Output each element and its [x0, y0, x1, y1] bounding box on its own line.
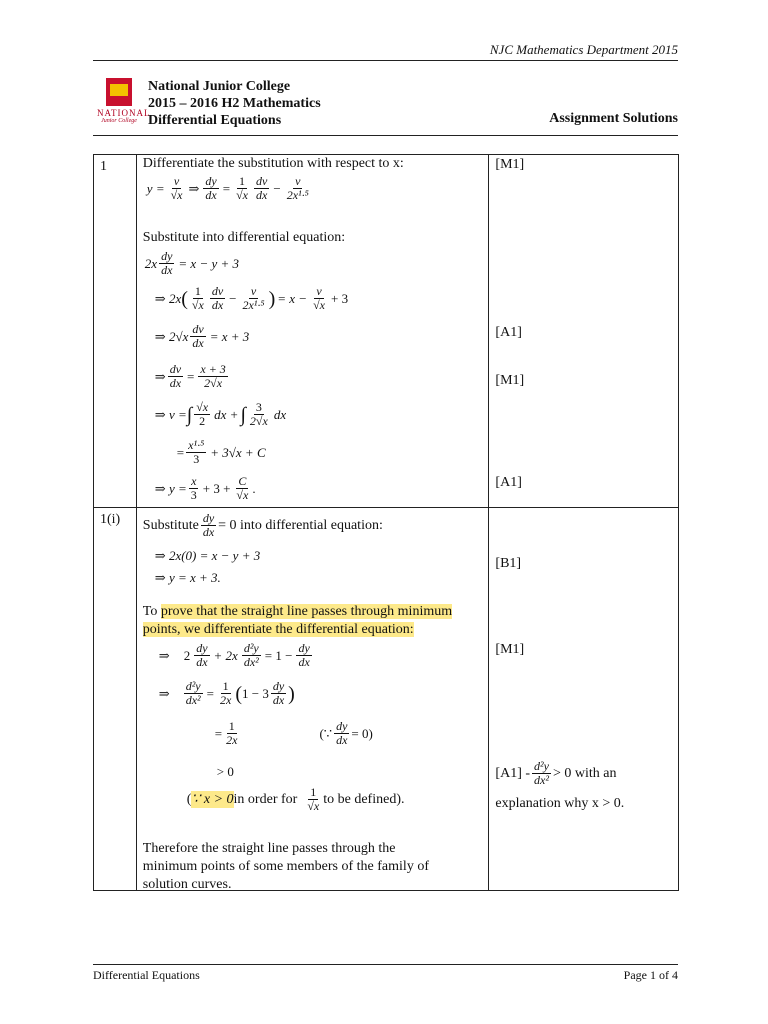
equation-step-3: ⇒ $\frac{dv}{dx}$ = $\frac{x + 3}{2√x}$	[154, 362, 226, 390]
substitute-line: Substitute $\frac{dy}{dx}$ = 0 into differential equation:	[142, 511, 383, 539]
assignment-label: Assignment Solutions	[549, 111, 678, 126]
college-name: National Junior College	[148, 79, 291, 94]
equation-step-2: ⇒ 2√x $\frac{dv}{dx}$ = x + 3	[154, 322, 250, 350]
equation-de: 2x $\frac{dy}{dx}$ = x − y + 3	[144, 249, 240, 277]
topic-name: Differential Equations	[148, 113, 282, 128]
question-number: 1(i)	[94, 508, 137, 891]
mark-a1: [A1]	[495, 475, 522, 490]
logo-subtext: Junior College	[101, 118, 137, 124]
equation-step-1: ⇒ 2x(0) = x − y + 3	[154, 548, 261, 563]
solution-cell	[136, 508, 489, 891]
marks-cell	[489, 508, 679, 891]
college-logo	[97, 78, 151, 130]
mark-m1: [M1]	[495, 373, 525, 388]
conclusion-text: Therefore the straight line passes through the minimum points of some members of the family of solution curves.	[142, 841, 429, 892]
question-row-1i	[94, 508, 679, 891]
substitute-text: Substitute into differential equation:	[142, 230, 346, 245]
marks-cell	[489, 155, 679, 508]
crest-icon	[106, 78, 132, 106]
equation-step-5: = $\frac{\text{x¹·⁵}}{3}$ + 3√x + C	[176, 438, 266, 466]
equation-second-derivative: ⇒ $\frac{\text{d²y}}{\text{dx²}}$ = $\frac{1}{2x}$ ( 1 − 3 $\frac{dy}{dx}$ )	[158, 679, 295, 707]
intro-text: Differentiate the substitution with respect to x:	[142, 156, 404, 171]
title-rule	[93, 135, 678, 136]
mark-m1: [M1]	[495, 157, 525, 172]
question-number: 1	[94, 155, 137, 508]
equation-evaluated: = $\frac{1}{2x}$ (∵ $\frac{dy}{dx}$ = 0)	[214, 719, 373, 747]
footer-rule	[93, 964, 678, 965]
equation-result: ⇒ y = $\frac{x}{3}$ + 3 + $\frac{C}{√x}$ .	[154, 474, 256, 502]
solution-cell	[136, 155, 489, 508]
mark-m1: [M1]	[495, 642, 525, 657]
mark-a1-note: explanation why x > 0.	[495, 796, 625, 811]
page-number: Page 1 of 4	[623, 968, 678, 982]
title-block	[148, 78, 321, 129]
equation-substitution: y = $\frac{v}{√x}$ ⇒ $\frac{dy}{dx}$ = $\frac{1}{√x}$ $\frac{dv}{dx}$ − $\frac{v}{\text{2x¹·⁵}}$	[146, 174, 309, 202]
equation-differentiated: ⇒ 2 $\frac{dy}{dx}$ + 2x $\frac{\text{d²y}}{\text{dx²}}$ = 1 − $\frac{dy}{dx}$	[158, 641, 310, 669]
highlight-line-2: points, we differentiate the differential equation:	[142, 622, 414, 637]
condition-line: ( ∵ x > 0 in order for $\frac{1}{√x}$ to be defined).	[186, 785, 405, 813]
equation-step-2: ⇒ y = x + 3.	[154, 570, 221, 585]
solutions-table	[93, 154, 679, 891]
logo-wordmark: NATIONAL	[97, 108, 151, 118]
footer-topic: Differential Equations	[93, 968, 200, 982]
mark-a1: [A1]	[495, 325, 522, 340]
mark-a1-explanation: [A1] - $\frac{\text{d²y}}{\text{dx²}}$ > 0 with an	[495, 759, 617, 787]
header-rule	[93, 60, 678, 61]
mark-b1: [B1]	[495, 556, 522, 571]
department-header: NJC Mathematics Department 2015	[489, 42, 678, 57]
positive-result: > 0	[216, 764, 234, 779]
equation-step-4: ⇒ v = ∫ $\frac{√x}{2}$ dx + ∫ $\frac{3}{2√x}$ dx	[154, 400, 287, 428]
question-row-1	[94, 155, 679, 508]
highlight-line-1: To prove that the straight line passes through minimum	[142, 604, 453, 619]
equation-step-1: ⇒ 2x ( $\frac{1}{√x}$ $\frac{dv}{dx}$ − $\frac{v}{\text{2x¹·⁵}}$ ) = x − $\frac{v}{√x}$ + 3	[154, 284, 349, 312]
course-name: 2015 – 2016 H2 Mathematics	[148, 96, 321, 111]
